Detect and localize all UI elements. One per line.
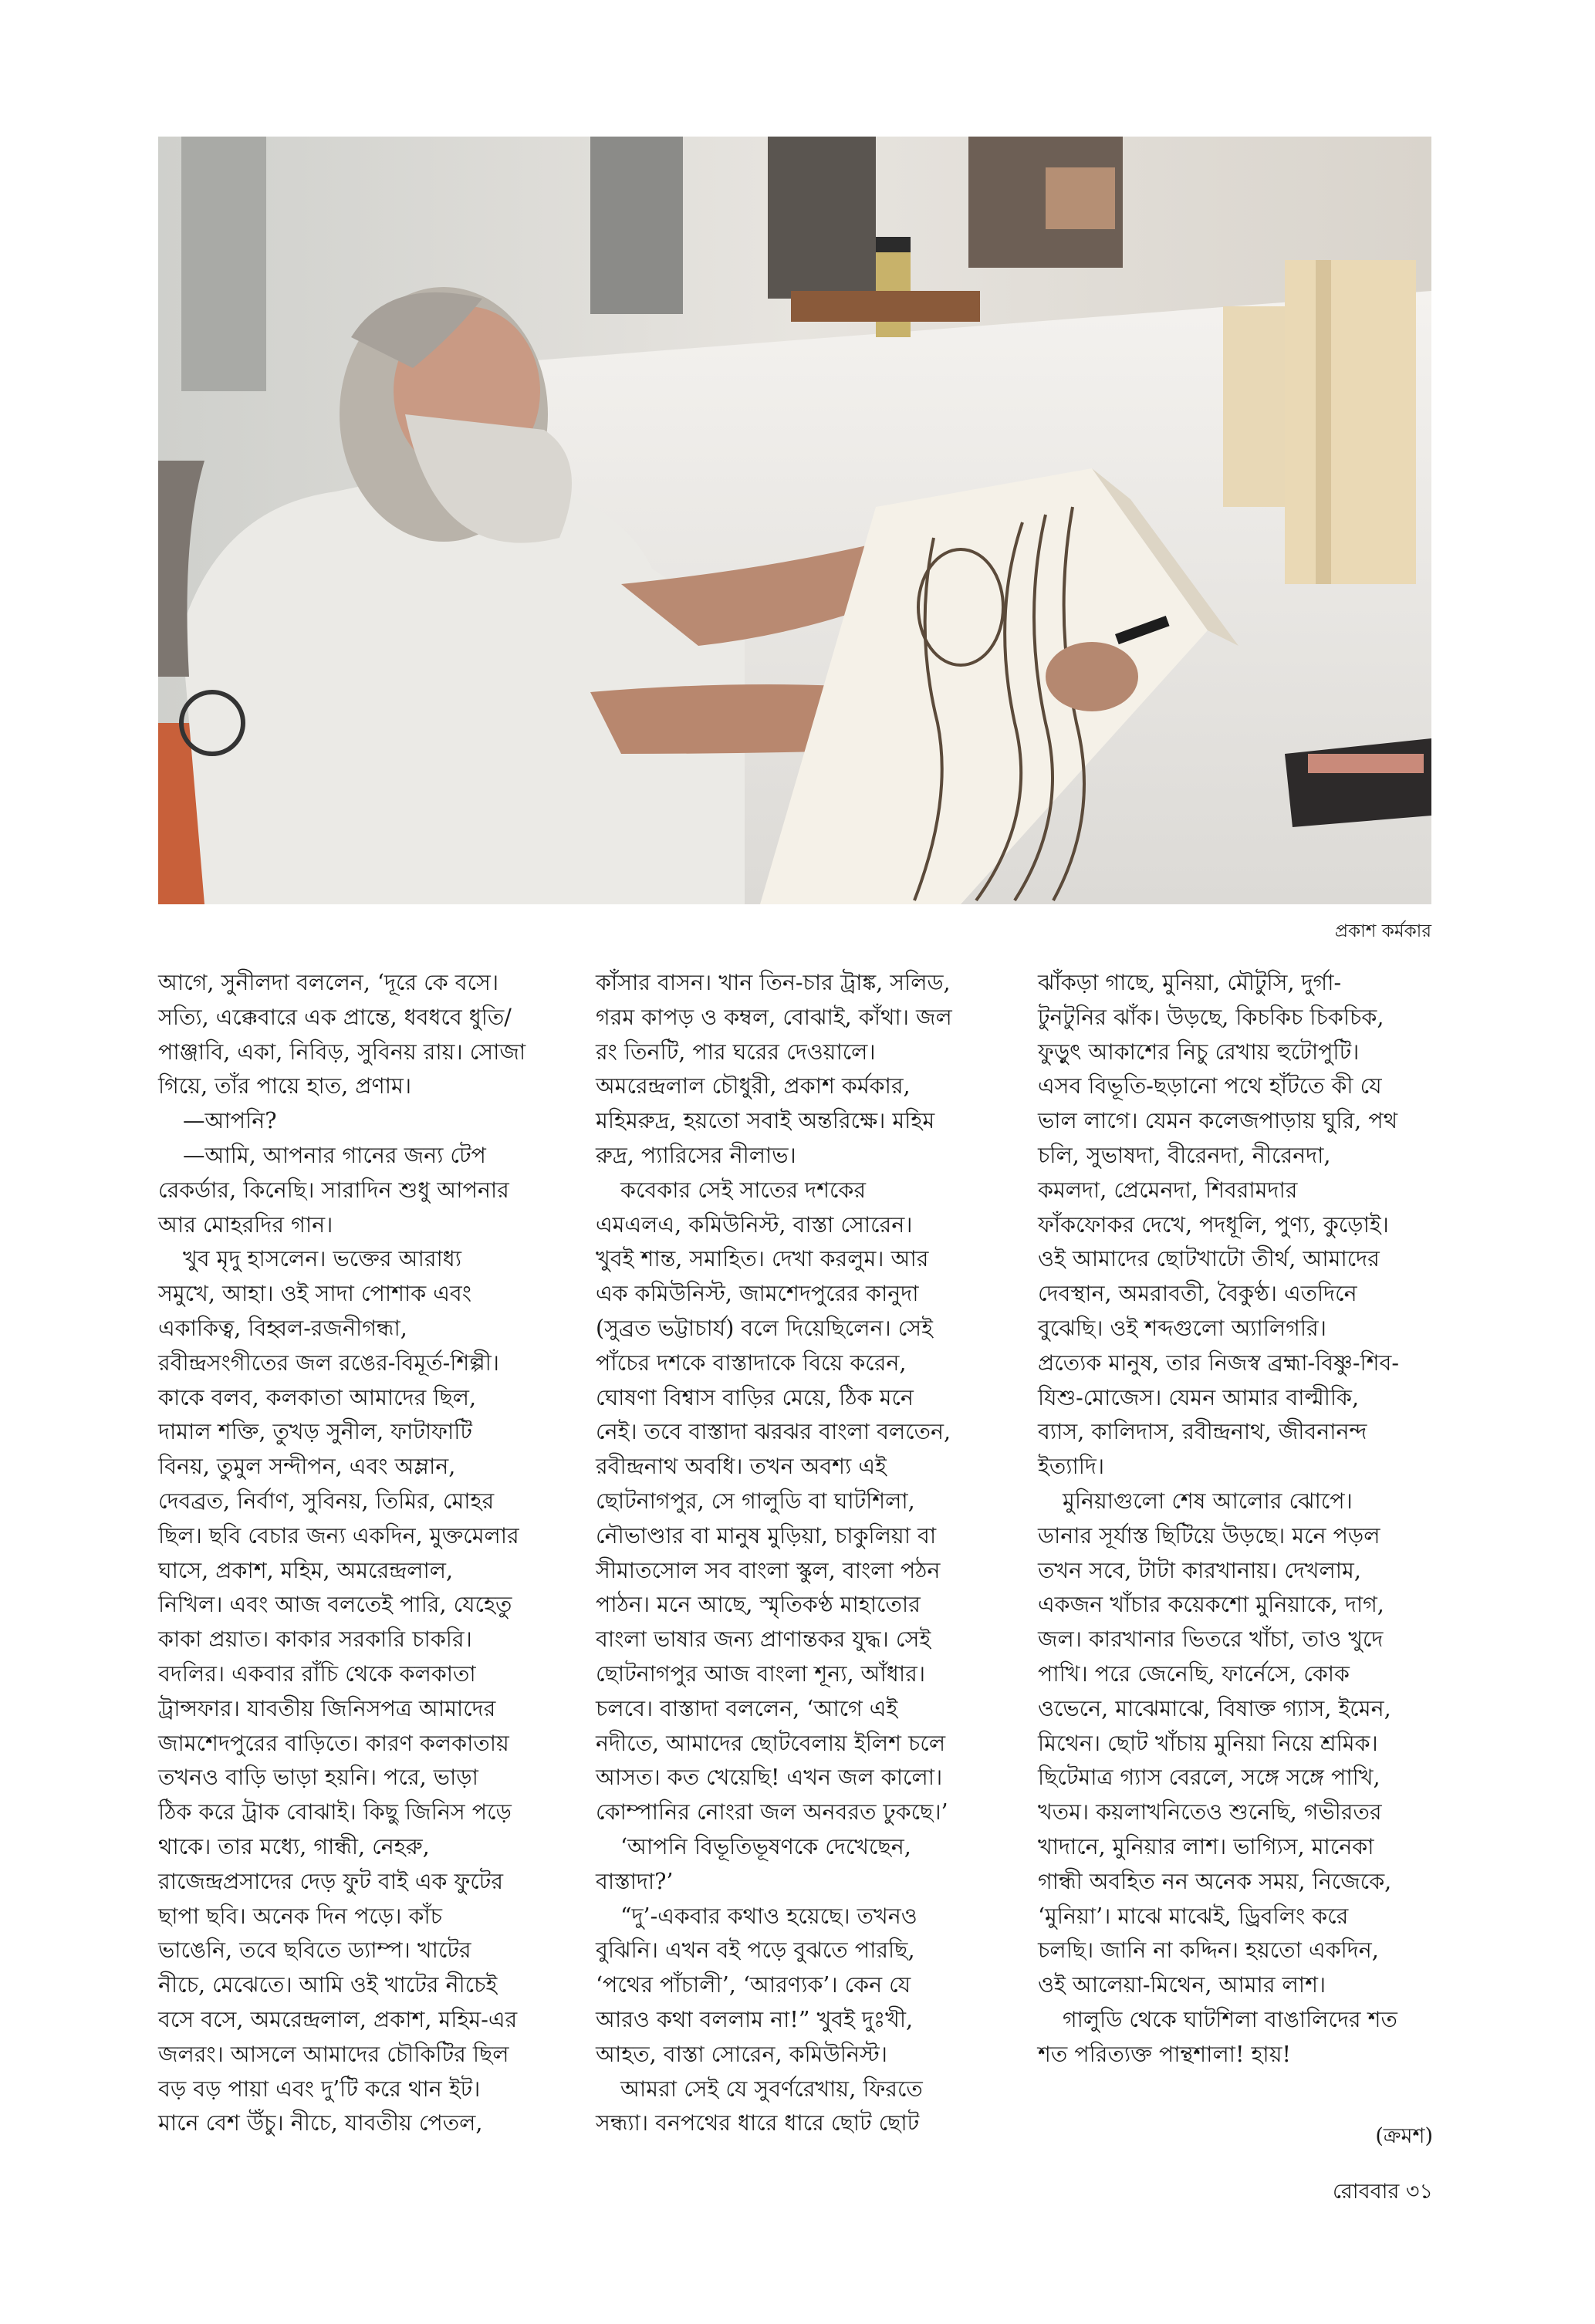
text-line: ওই আমাদের ছোটখাটো তীর্থ, আমাদের (1038, 1246, 1380, 1272)
text-line: খুবই শান্ত, সমাহিত। দেখা করলুম। আর (596, 1246, 929, 1272)
text-line: খাদানে, মুনিয়ার লাশ। ভাগ্যিস, মানেকা (1038, 1833, 1374, 1860)
text-line: আরও কথা বললাম না!” খুবই দুঃখী, (596, 2006, 914, 2032)
text-line: পাঠন। মনে আছে, স্মৃতিকণ্ঠ মাহাতোর (596, 1592, 921, 1618)
text-line: ‘পথের পাঁচালী’, ‘আরণ্যক’। কেন যে (596, 1972, 911, 1998)
text-line: ট্রান্সফার। যাবতীয় জিনিসপত্র আমাদের (158, 1695, 496, 1721)
text-line: গিয়ে, তাঁর পায়ে হাত, প্রণাম। (158, 1073, 412, 1100)
text-line: বিনয়, তুমুল সন্দীপন, এবং অম্লান, (158, 1454, 456, 1480)
text-line: বুঝিনি। এখন বই পড়ে বুঝতে পারছি, (596, 1937, 915, 1964)
text-line: খতম। কয়লাখনিতেও শুনেছি, গভীরতর (1038, 1799, 1382, 1826)
text-line: ফাঁকফোকর দেখে, পদধূলি, পুণ্য, কুড়োই। (1038, 1211, 1389, 1238)
text-line: নিখিল। এবং আজ বলতেই পারি, যেহেতু (158, 1592, 512, 1618)
text-line: ওই আলেয়া-মিথেন, আমার লাশ। (1038, 1972, 1326, 1998)
text-line: রাজেন্দ্রপ্রসাদের দেড় ফুট বাই এক ফুটের (158, 1868, 504, 1894)
text-line: আসত। কত খেয়েছি! এখন জল কালো। (596, 1765, 943, 1791)
text-line: নীচে, মেঝেতে। আমি ওই খাটের নীচেই (158, 1972, 498, 1998)
page-footer: রোববার ৩১ (1332, 2180, 1433, 2204)
text-line: রেকর্ডার, কিনেছি। সারাদিন শুধু আপনার (158, 1177, 509, 1203)
text-line: দেবব্রত, নির্বাণ, সুবিনয়, তিমির, মোহর (158, 1488, 495, 1514)
text-line: একাকিত্ব, বিহ্বল-রজনীগন্ধা, (158, 1315, 407, 1341)
text-line: বদলির। একবার রাঁচি থেকে কলকাতা (158, 1660, 476, 1687)
text-line: ফুড়ুৎ আকাশের নিচু রেখায় হুটোপুটি। (1038, 1039, 1360, 1065)
text-line: একজন খাঁচার কয়েকশো মুনিয়াকে, দাগ, (1038, 1592, 1384, 1618)
article-column-3 (1038, 966, 1431, 2072)
text-line: গরম কাপড় ও কম্বল, বোঝাই, কাঁথা। জল (596, 1004, 952, 1030)
text-line: নদীতে, আমাদের ছোটবেলায় ইলিশ চলে (596, 1730, 946, 1756)
text-line: গালুডি থেকে ঘাটশিলা বাঙালিদের শত (1063, 2006, 1397, 2032)
text-line: বসে বসে, অমরেন্দ্রলাল, প্রকাশ, মহিম-এর (158, 2006, 518, 2032)
text-line: ঠিক করে ট্রাক বোঝাই। কিছু জিনিস পড়ে (158, 1799, 512, 1826)
text-line: ‘আপনি বিভূতিভূষণকে দেখেছেন, (620, 1833, 911, 1860)
text-line: ছিটেমাত্র গ্যাস বেরলে, সঙ্গে সঙ্গে পাখি, (1038, 1765, 1380, 1791)
text-line: ব্যাস, কালিদাস, রবীন্দ্রনাথ, জীবনানন্দ (1038, 1419, 1367, 1445)
text-line: মানে বেশ উঁচু। নীচে, যাবতীয় পেতল, (158, 2110, 483, 2137)
text-line: রুদ্র, প্যারিসের নীলাভ। (596, 1142, 796, 1168)
text-line: ঝাঁকড়া গাছে, মুনিয়া, মৌটুসি, দুর্গা- (1038, 970, 1342, 995)
text-line: বুঝেছি। ওই শব্দগুলো অ্যালিগরি। (1038, 1315, 1326, 1341)
artist-drawing-photo (158, 137, 1431, 904)
text-line: বাংলা ভাষার জন্য প্রাণান্তকর যুদ্ধ। সেই (596, 1626, 931, 1653)
text-line: অমরেন্দ্রলাল চৌধুরী, প্রকাশ কর্মকার, (596, 1073, 911, 1100)
text-line: চলবে। বাস্তাদা বললেন, ‘আগে এই (596, 1695, 898, 1721)
text-line: যিশু-মোজেস। যেমন আমার বাল্মীকি, (1038, 1384, 1360, 1410)
text-line: ডানার সূর্যাস্ত ছিটিয়ে উড়ছে। মনে পড়ল (1038, 1522, 1380, 1549)
text-line: রং তিনটি, পার ঘরের দেওয়ালে। (596, 1039, 876, 1065)
text-line: আগে, সুনীলদা বললেন, ‘দূরে কে বসে। (158, 970, 499, 995)
article-column-1 (158, 966, 552, 2141)
continued-note: (ক্রমশ) (1375, 2124, 1433, 2148)
text-line: —আমি, আপনার গানের জন্য টেপ (183, 1142, 486, 1168)
text-line: রবীন্দ্রনাথ অবধি। তখন অবশ্য এই (596, 1454, 887, 1480)
text-line: সত্যি, এক্কেবারে এক প্রান্তে, ধবধবে ধুতি/ (158, 1004, 512, 1030)
text-line: দামাল শক্তি, তুখড় সুনীল, ফাটাফাটি (158, 1419, 472, 1445)
text-line: তখন সবে, টাটা কারখানায়। দেখলাম, (1038, 1557, 1361, 1583)
text-line: কাঁসার বাসন। খান তিন-চার ট্রাঙ্ক, সলিড, (596, 970, 951, 995)
text-line: নেই। তবে বাস্তাদা ঝরঝর বাংলা বলতেন, (596, 1419, 951, 1445)
text-line: তখনও বাড়ি ভাড়া হয়নি। পরে, ভাড়া (158, 1765, 478, 1791)
text-line: গান্ধী অবহিত নন অনেক সময়, নিজেকে, (1038, 1868, 1392, 1894)
text-line: আহত, বাস্তা সোরেন, কমিউনিস্ট। (596, 2041, 887, 2067)
text-line: আর মোহরদির গান। (158, 1211, 333, 1238)
text-line: নৌভাণ্ডার বা মানুষ মুড়িয়া, চাকুলিয়া বা (596, 1522, 937, 1549)
text-line: জল। কারখানার ভিতরে খাঁচা, তাও খুদে (1038, 1626, 1384, 1653)
text-line: ভাঙেনি, তবে ছবিতে ড্যাম্প। খাটের (158, 1937, 471, 1964)
article-column-2 (596, 966, 989, 2141)
text-line: ছিল। ছবি বেচার জন্য একদিন, মুক্তমেলার (158, 1522, 519, 1549)
text-line: বাস্তাদা?’ (596, 1868, 674, 1894)
text-line: থাকে। তার মধ্যে, গান্ধী, নেহরু, (158, 1833, 430, 1860)
text-line: সমুখে, আহা। ওই সাদা পোশাক এবং (158, 1281, 472, 1307)
text-line: (সুব্রত ভট্টাচার্য) বলে দিয়েছিলেন। সেই (596, 1315, 933, 1341)
text-line: মহিমরুদ্র, হয়তো সবাই অন্তরিক্ষে। মহিম (596, 1108, 935, 1134)
text-line: আমরা সেই যে সুবর্ণরেখায়, ফিরতে (620, 2076, 923, 2102)
text-line: এসব বিভূতি-ছড়ানো পথে হাঁটতে কী যে (1038, 1073, 1382, 1100)
text-line: ঘোষণা বিশ্বাস বাড়ির মেয়ে, ঠিক মনে (596, 1384, 914, 1410)
text-line: এক কমিউনিস্ট, জামশেদপুরের কানুদা (596, 1281, 919, 1307)
text-line: টুনটুনির ঝাঁক। উড়ছে, কিচকিচ চিকচিক, (1038, 1004, 1384, 1030)
text-line: চলছি। জানি না কদ্দিন। হয়তো একদিন, (1038, 1937, 1379, 1964)
text-line: কবেকার সেই সাতের দশকের (620, 1177, 867, 1203)
text-line: পাখি। পরে জেনেছি, ফার্নেসে, কোক (1038, 1660, 1350, 1687)
text-line: কাকা প্রয়াত। কাকার সরকারি চাকরি। (158, 1626, 472, 1653)
text-line: ছাপা ছবি। অনেক দিন পড়ে। কাঁচ (158, 1903, 443, 1929)
text-line: কমলদা, প্রেমেনদা, শিবরামদার (1038, 1177, 1298, 1203)
text-line: জলরং। আসলে আমাদের চৌকিটির ছিল (158, 2041, 509, 2067)
text-line: পাঞ্জাবি, একা, নিবিড়, সুবিনয় রায়। সোজা (158, 1039, 526, 1065)
text-line: ইত্যাদি। (1038, 1454, 1105, 1480)
text-line: সীমাতসোল সব বাংলা স্কুল, বাংলা পঠন (596, 1557, 941, 1583)
photo-credit: প্রকাশ কর্মকার (1334, 921, 1431, 941)
text-line: “দু’-একবার কথাও হয়েছে। তখনও (620, 1903, 917, 1929)
text-line: জামশেদপুরের বাড়িতে। কারণ কলকাতায় (158, 1730, 509, 1756)
text-line: এমএলএ, কমিউনিস্ট, বাস্তা সোরেন। (596, 1211, 913, 1238)
text-line: পাঁচের দশকে বাস্তাদাকে বিয়ে করেন, (596, 1349, 907, 1376)
text-line: —আপনি? (183, 1108, 277, 1134)
text-line: ‘মুনিয়া’। মাঝে মাঝেই, ড্রিবলিং করে (1038, 1903, 1349, 1929)
text-line: মিথেন। ছোট খাঁচায় মুনিয়া নিয়ে শ্রমিক। (1038, 1730, 1378, 1756)
text-line: ছোটনাগপুর, সে গালুডি বা ঘাটশিলা, (596, 1488, 915, 1514)
text-line: সন্ধ্যা। বনপথের ধারে ধারে ছোট ছোট (596, 2110, 920, 2137)
text-line: ওভেনে, মাঝেমাঝে, বিষাক্ত গ্যাস, ইমেন, (1038, 1695, 1391, 1721)
photo-illustration (158, 137, 1431, 904)
text-line: কোম্পানির নোংরা জল অনবরত ঢুকছে।’ (596, 1799, 948, 1826)
text-line: ছোটনাগপুর আজ বাংলা শূন্য, আঁধার। (596, 1660, 926, 1687)
text-line: চলি, সুভাষদা, বীরেনদা, নীরেনদা, (1038, 1142, 1331, 1168)
text-line: কাকে বলব, কলকাতা আমাদের ছিল, (158, 1384, 477, 1410)
text-line: খুব মৃদু হাসলেন। ভক্তের আরাধ্য (183, 1246, 462, 1272)
text-line: বড় বড় পায়া এবং দু’টি করে থান ইট। (158, 2076, 481, 2102)
text-line: শত পরিত্যক্ত পান্থশালা! হায়! (1038, 2041, 1291, 2067)
text-line: ঘাসে, প্রকাশ, মহিম, অমরেন্দ্রলাল, (158, 1557, 454, 1583)
text-line: প্রত্যেক মানুষ, তার নিজস্ব ব্রহ্মা-বিষ্ণু-শিব- (1038, 1349, 1399, 1376)
text-line: ভাল লাগে। যেমন কলেজপাড়ায় ঘুরি, পথ (1038, 1108, 1398, 1134)
text-line: মুনিয়াগুলো শেষ আলোর ঝোপে। (1063, 1488, 1353, 1514)
text-line: রবীন্দ্রসংগীতের জল রঙের-বিমূর্ত-শিল্পী। (158, 1349, 499, 1376)
text-line: দেবস্থান, অমরাবতী, বৈকুণ্ঠ। এতদিনে (1038, 1281, 1357, 1307)
